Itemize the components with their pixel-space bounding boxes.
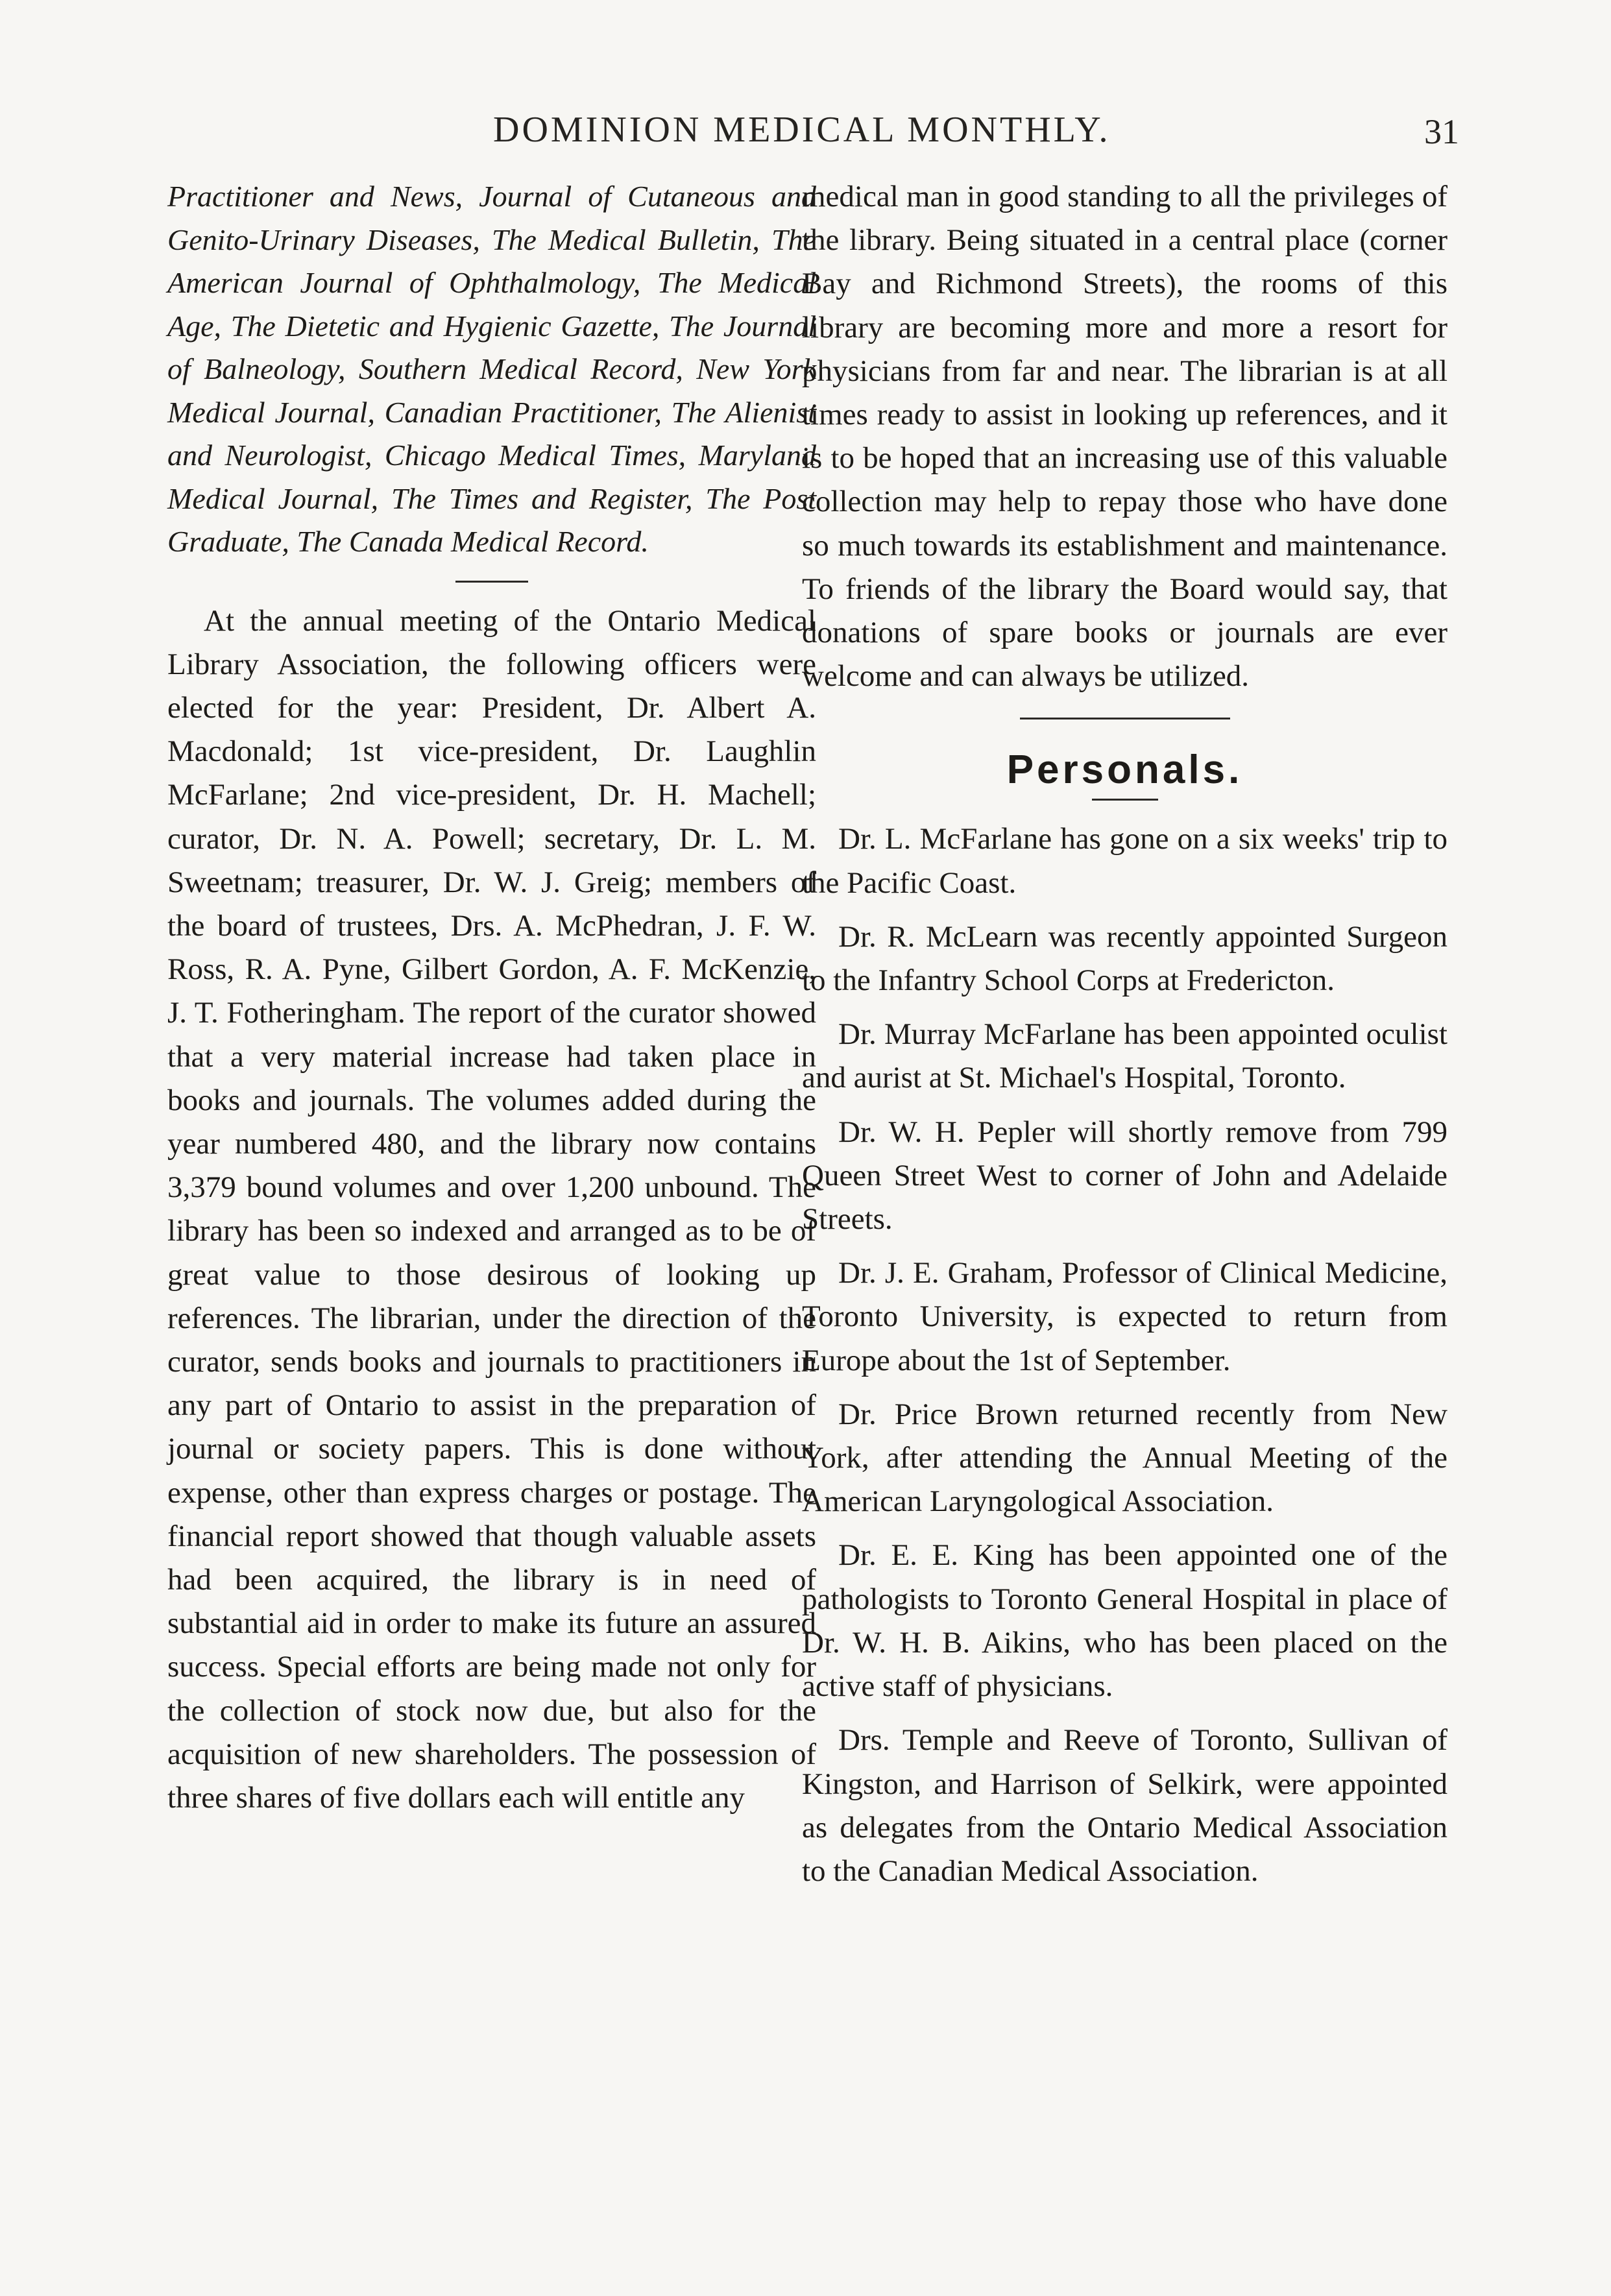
library-continuation-paragraph: medical man in good standing to all the privileges of the library. Being situated in a central place (corner Bay and Richmond Streets), the rooms of this library are becoming more and more a resort for physicians from far and near. The librarian is at all times ready to assist in looking up references, and it is to be hoped that an increasing use of this valuable collection may help to repay those who have done so much towards its establishment and maintenance. To friends of the library the Board would say, that donations of spare books or journals are ever welcome and can always be utilized. <box>802 180 1447 694</box>
journal-title: DOMINION MEDICAL MONTHLY. <box>493 110 1111 150</box>
personal-item: Drs. Temple and Reeve of Toronto, Sullivan of Kingston, and Harrison of Selkirk, were appointed as delegates from the Ontario Medical Association to the Canadian Medical Association. <box>802 1723 1447 1888</box>
personal-item: Dr. Price Brown returned recently from New York, after attending the Annual Meeting of the American Laryngological Association. <box>802 1397 1447 1519</box>
journal-list-paragraph: Practitioner and News, Journal of Cutaneous and Genito-Urinary Diseases, The Medical Bulletin, The American Journal of Ophthalmology, The Medical Age, The Dietetic and Hygienic Gazette, The Journal of Balneology, Southern Medical Record, New York Medical Journal, Canadian Practitioner, The Alienist and Neurologist, Chicago Medical Times, Maryland Medical Journal, The Times and Register, The Post Graduate, The Canada Medical Record. <box>167 180 816 558</box>
personal-item: Dr. E. E. King has been appointed one of the pathologists to Toronto General Hospital in place of Dr. W. H. B. Aikins, who has been placed on the active staff of physicians. <box>802 1538 1447 1704</box>
running-header <box>0 109 1611 154</box>
personal-item: Dr. W. H. Pepler will shortly remove from 799 Queen Street West to corner of John and Adelaide Streets. <box>802 1115 1447 1237</box>
heading-underline <box>1092 799 1158 801</box>
personals-list <box>802 817 1447 1893</box>
section-divider <box>455 581 528 583</box>
section-divider <box>1020 718 1230 719</box>
personals-heading: Personals. <box>1006 747 1243 793</box>
library-association-paragraph: At the annual meeting of the Ontario Medical Library Association, the following officers were elected for the year: President, Dr. Albert A. Macdonald; 1st vice-president, Dr. Laughlin McFarlane; 2nd vice-president, Dr. H. Machell; curator, Dr. N. A. Powell; secretary, Dr. L. M. Sweetnam; treasurer, Dr. W. J. Greig; members of the board of trustees, Drs. A. McPhedran, J. F. W. Ross, R. A. Pyne, Gilbert Gordon, A. F. McKenzie, J. T. Fotheringham. The report of the curator showed that a very material increase had taken place in books and journals. The volumes added during the year numbered 480, and the library now contains 3,379 bound volumes and over 1,200 unbound. The library has been so indexed and arranged as to be of great value to those desirous of looking up references. The librarian, under the direction of the curator, sends books and journals to practitioners in any part of Ontario to assist in the preparation of journal or society papers. This is done without expense, other than express charges or postage. The financial report showed that though valuable assets had been acquired, the library is in need of substantial aid in order to make its future an assured success. Special efforts are being made not only for the collection of stock now due, but also for the acquisition of new shareholders. The possession of three shares of five dollars each will entitle any <box>167 603 816 1815</box>
personal-item: Dr. J. E. Graham, Professor of Clinical Medicine, Toronto University, is expected to return from Europe about the 1st of September. <box>802 1256 1447 1377</box>
personal-item: Dr. L. McFarlane has gone on a six weeks' trip to the Pacific Coast. <box>802 822 1447 900</box>
left-column <box>167 175 816 1820</box>
page-number: 31 <box>1424 112 1459 151</box>
personal-item: Dr. Murray McFarlane has been appointed oculist and aurist at St. Michael's Hospital, Toronto. <box>802 1017 1447 1095</box>
personal-item: Dr. R. McLearn was recently appointed Surgeon to the Infantry School Corps at Fredericton. <box>802 919 1447 998</box>
right-column <box>802 175 1447 1903</box>
